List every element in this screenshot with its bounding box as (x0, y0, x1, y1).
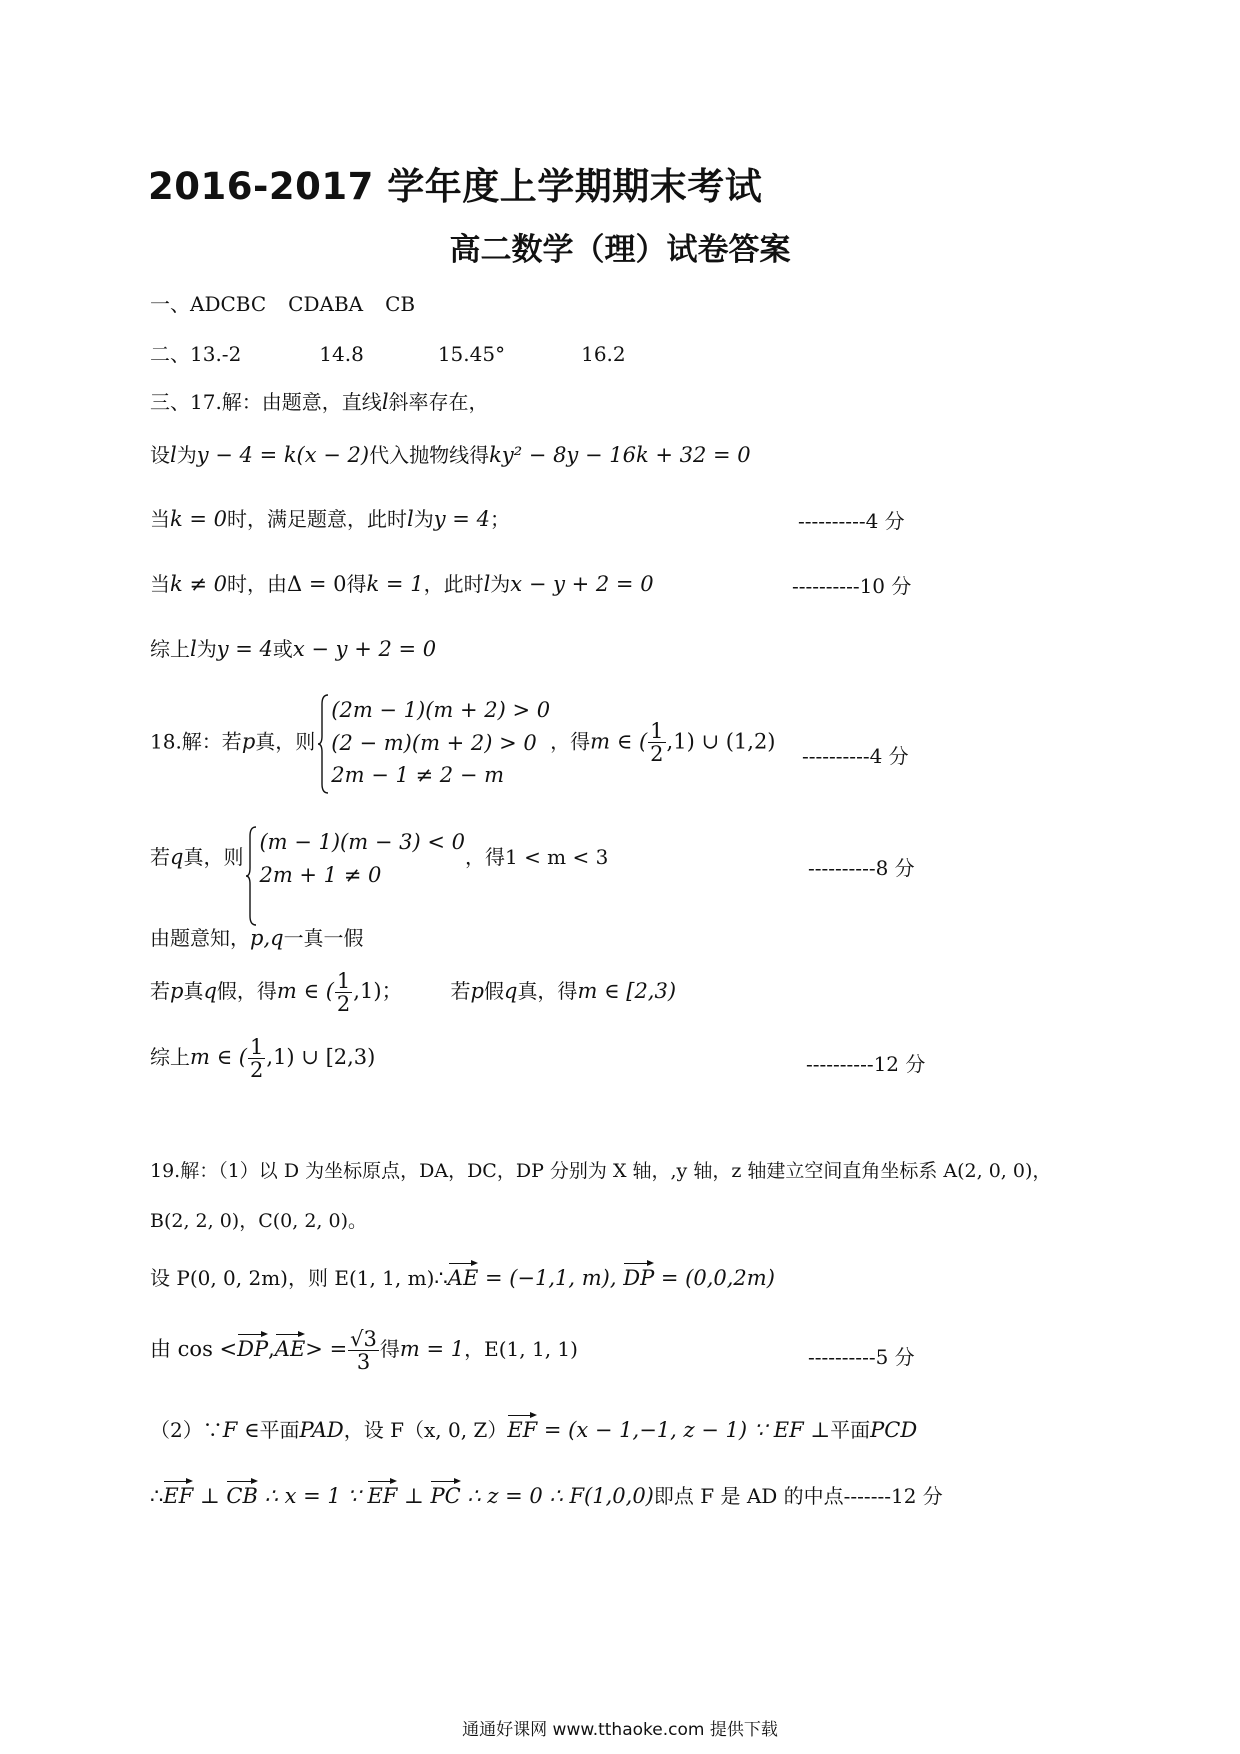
q19-part2-conclusion: ∴EF ⊥ CB ∴ x = 1 ∵ EF ⊥ PC ∴ z = 0 ∴ F(1,0,0)即点 F 是 AD 的中点-------12 分 (150, 1478, 943, 1509)
q18-q-true: 若q真，则 (m − 1)(m − 3) < 0 2m + 1 ≠ 0 ，得1 < m < 3 (150, 826, 608, 891)
q18-system-1: (2m − 1)(m + 2) > 0 (2 − m)(m + 2) > 0 2m − 1 ≠ 2 − m (317, 694, 550, 792)
fraction-sqrt3-over-3: $\frac{√3}{3}$ (350, 1327, 377, 1375)
q17-case-k-zero: 当k = 0时，满足题意，此时l为y = 4； (150, 507, 510, 531)
q19-part2-setup: （2）∵F ∈平面PAD，设 F（x, 0, Z）EF = (x − 1,−1, z − 1) ∵ EF ⊥平面PCD (150, 1412, 917, 1443)
q18-system-2: (m − 1)(m − 3) < 0 2m + 1 ≠ 0 (245, 826, 465, 891)
q17-score-10: ----------10 分 (792, 574, 912, 598)
fraction-one-half: $\frac{1}{2}$ (336, 969, 351, 1017)
page-title: 2016-2017 学年度上学期期末考试 (148, 165, 763, 208)
fraction-one-half: $\frac{1}{2}$ (650, 719, 664, 767)
q18-score-4: ----------4 分 (802, 744, 909, 768)
q18-score-8: ----------8 分 (808, 856, 915, 880)
q17-case-k-nonzero: 当k ≠ 0时，由Δ = 0得k = 1，此时l为x − y + 2 = 0 (150, 572, 654, 596)
q19-points-bc: B(2, 2, 0)，C(0, 2, 0)。 (150, 1210, 367, 1232)
q19-score-5: ----------5 分 (808, 1345, 915, 1369)
q17-setup-line: 设l为y − 4 = k(x − 2)代入抛物线得ky² − 8y − 16k + 32 = 0 (150, 443, 751, 467)
q19-cosine: 由 cos <DP,AE> = $\frac{√3}{3}$ 得m = 1，E(1, 1, 1) (150, 1327, 578, 1375)
fraction-one-half: $\frac{1}{2}$ (250, 1035, 264, 1083)
section-2-answers: 二、13.-2 14.8 15.45° 16.2 (150, 342, 626, 366)
section-1-answers: 一、ADCBC CDABA CB (150, 292, 416, 316)
q17-intro: 三、17.解：由题意，直线l斜率存在， (150, 390, 489, 414)
left-brace-icon (245, 826, 257, 926)
q19-part1-setup: 19.解：（1）以 D 为坐标原点，DA，DC，DP 分别为 X 轴，,y 轴，z 轴建立空间直角坐标系 A(2, 0, 0)， (150, 1160, 1052, 1182)
q18-cases: 若p真q假，得m ∈ ( $\frac{1}{2}$ ,1)； 若p假q真，得m ∈ [2,3) (150, 969, 677, 1017)
q17-conclusion: 综上l为y = 4或x − y + 2 = 0 (150, 637, 437, 661)
left-brace-icon (317, 694, 329, 794)
page-subtitle: 高二数学（理）试卷答案 (449, 232, 791, 268)
q18-p-true: 18.解：若p真，则 (2m − 1)(m + 2) > 0 (2 − m)(m + 2) > 0 2m − 1 ≠ 2 − m ，得m ∈ ( $\frac{1}{2}$ ,1) ∪ (1,2) (150, 694, 776, 792)
q18-conclusion: 综上m ∈ ( $\frac{1}{2}$ ,1) ∪ [2,3) (150, 1035, 376, 1083)
q18-score-12: ----------12 分 (806, 1052, 926, 1076)
q18-one-true-one-false: 由题意知，p,q一真一假 (150, 926, 364, 950)
q17-score-4: ----------4 分 (798, 509, 905, 533)
q19-vectors-ae-dp: 设 P(0, 0, 2m)，则 E(1, 1, m)∴AE = (−1,1, m), DP = (0,0,2m) (150, 1260, 775, 1291)
footer-source: 通通好课网 www.tthaoke.com 提供下载 (462, 1720, 778, 1740)
